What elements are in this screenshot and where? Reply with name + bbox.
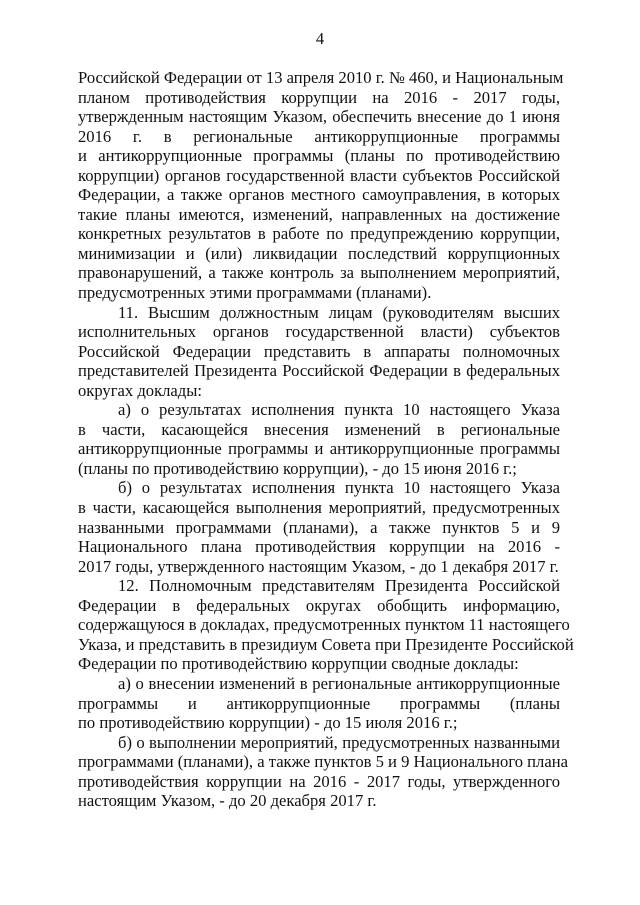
text-line: Российской Федерации от 13 апреля 2010 г. № 460, и Национальным — [78, 68, 564, 87]
text-line: названными программами (планами), а также пунктов 5 и 9 — [78, 517, 560, 537]
text-line: коррупции) органов государственной власти субъектов Российской — [78, 165, 560, 185]
paragraph — [78, 68, 564, 303]
text-line: 2017 годы, утвержденного настоящим Указом, - до 1 декабря 2017 г. — [78, 556, 559, 576]
text-line: округах доклады: — [78, 380, 202, 400]
document-body — [78, 68, 574, 811]
text-line: Федерации в федеральных округах обобщить информацию, — [78, 595, 560, 615]
text-line: программы и антикоррупционные программы (планы — [78, 693, 560, 713]
text-line: Российской Федерации представить в аппараты полномочных — [78, 341, 560, 361]
text-line: настоящим Указом, - до 20 декабря 2017 г. — [78, 791, 377, 811]
text-line: а) о внесении изменений в региональные антикоррупционные — [118, 673, 560, 693]
text-line: исполнительных органов государственной власти) субъектов — [78, 322, 560, 342]
text-line: антикоррупционные программы и антикоррупционные программы — [78, 439, 560, 459]
text-line: 11. Высшим должностным лицам (руководителям высших — [118, 302, 560, 322]
text-line: 12. Полномочным представителям Президента Российской — [118, 576, 560, 596]
paragraph — [78, 478, 560, 576]
text-line: Указа, и представить в президиум Совета при Президенте Российской — [78, 634, 574, 654]
text-line: предусмотренных этими программами (планами). — [78, 283, 432, 303]
text-line: а) о результатах исполнения пункта 10 настоящего Указа — [118, 400, 560, 420]
text-line: минимизации и (или) ликвидации последствий коррупционных — [78, 243, 560, 263]
text-line: б) о выполнении мероприятий, предусмотренных названными — [118, 732, 560, 752]
text-line: Федерации по противодействию коррупции сводные доклады: — [78, 654, 519, 674]
text-line: б) о результатах исполнения пункта 10 настоящего Указа — [118, 478, 560, 498]
text-line: 2016 г. в региональные антикоррупционные программы — [78, 126, 560, 146]
paragraph — [78, 576, 574, 674]
paragraph — [78, 732, 568, 811]
paragraph — [78, 400, 560, 478]
text-line: и антикоррупционные программы (планы по противодействию — [78, 146, 560, 166]
text-line: в части, касающейся внесения изменений в региональные — [78, 419, 560, 439]
text-line: в части, касающейся выполнения мероприятий, предусмотренных — [78, 498, 560, 518]
text-line: по противодействию коррупции) - до 15 июля 2016 г.; — [78, 713, 458, 733]
text-line: (планы по противодействию коррупции), - до 15 июня 2016 г.; — [78, 458, 517, 478]
text-line: содержащуюся в докладах, предусмотренных пунктом 11 настоящего — [78, 615, 570, 635]
page-number: 4 — [315, 29, 325, 48]
paragraph — [78, 303, 560, 401]
text-line: планом противодействия коррупции на 2016 - 2017 годы, — [78, 87, 560, 107]
text-line: Федерации, а также органов местного самоуправления, в которых — [78, 185, 560, 205]
text-line: утвержденным настоящим Указом, обеспечить внесение до 1 июня — [78, 107, 560, 127]
text-line: программами (планами), а также пунктов 5 и 9 Национального плана — [78, 752, 568, 772]
paragraph — [78, 674, 560, 733]
text-line: Национального плана противодействия коррупции на 2016 - — [78, 537, 560, 557]
text-line: такие планы имеются, изменений, направленных на достижение — [78, 204, 560, 224]
text-line: противодействия коррупции на 2016 - 2017 годы, утвержденного — [78, 771, 560, 791]
text-line: конкретных результатов в работе по предупреждению коррупции, — [78, 224, 560, 244]
text-line: представителей Президента Российской Федерации в федеральных — [78, 361, 560, 381]
text-line: правонарушений, а также контроль за выполнением мероприятий, — [78, 263, 560, 283]
